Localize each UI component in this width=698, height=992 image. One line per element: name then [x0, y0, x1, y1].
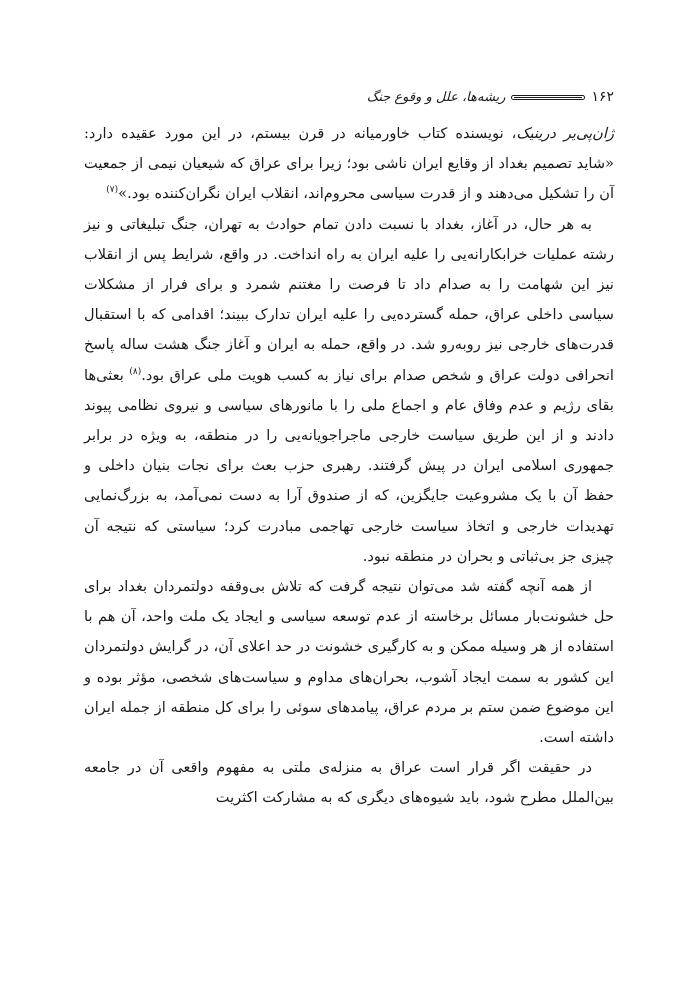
page-number: ۱۶۲: [591, 89, 614, 105]
paragraph-3: [84, 572, 614, 753]
paragraph-4-text: در حقیقت اگر قرار است عراق به منزله‌ی ملتی به مفهوم واقعی آن در جامعه بین‌الملل مطرح شود، باید شیوه‌های دیگری که به مشارکت اکثریت: [84, 759, 614, 807]
paragraph-2: [84, 210, 614, 572]
main-text: [84, 119, 614, 814]
paragraph-3-text: از همه آنچه گفته شد می‌توان نتیجه گرفت که تلاش بی‌وقفه دولتمردان بغداد برای حل خشونت‌بار مسائل برخاسته از عدم توسعه سیاسی و ایجاد یک ملت واحد، آن هم با استفاده از هر وسیله ممکن و به کارگیری خشونت در حد اعلای آن، در گرایش دولتمردان این کشور به سمت ایجاد آشوب، بحران‌های مداوم و سیاست‌های شخصی، مؤثر بوده و این موضوع ضمن ستم بر مردم عراق، پیامدهای سوئی را برای کل منطقه از جمله ایران داشته است.: [84, 578, 614, 747]
paragraph-4: [84, 753, 614, 813]
paragraph-1: [84, 119, 614, 210]
header-ornament-bar: [511, 95, 585, 100]
author-name: ژان‌پی‌یر درینیک: [516, 125, 614, 142]
footnote-ref-8: (۸): [129, 366, 142, 377]
page-header: [84, 82, 614, 112]
running-title: ریشه‌ها، علل و وقوع جنگ: [366, 89, 506, 105]
footnote-ref-7: (۷): [106, 185, 119, 196]
paragraph-2-text-a: به هر حال، در آغاز، بغداد با نسبت دادن تمام حوادث به تهران، جنگ تبلیغاتی و نیز رشته عملیات خرابکارانه‌یی را علیه ایران به راه انداخت. در واقع، شرایط پس از انقلاب نیز این شهامت را به صدام داد تا فرصت را مغتنم شمرد و برای فرار از مشکلات سیاسی داخلی عراق، حمله گسترده‌یی را علیه ایران تدارک ببیند؛ اقدامی که با استقبال قدرت‌های خارجی نیز روبه‌رو شد. در واقع، حمله به ایران و آغاز جنگ هشت ساله پاسخ انحرافی دولت عراق و شخص صدام برای نیاز به کسب هویت ملی عراق بود.: [84, 215, 614, 384]
paragraph-1-text: ، نویسنده کتاب خاورمیانه در قرن بیستم، در این مورد عقیده دارد: «شاید تصمیم بغداد از وقایع ایران ناشی بود؛ زیرا برای عراق که شیعیان نیمی از جمعیت آن را تشکیل می‌دهند و از قدرت سیاسی محروم‌اند، انقلاب ایران نگران‌کننده بود.»: [84, 125, 614, 203]
paragraph-2-text-b: بعثی‌ها بقای رژیم و عدم وفاق عام و اجماع ملی را با مانورهای سیاسی و نیروی نظامی پیوند دادند و از این طریق سیاست خارجی ماجراجویانه‌یی را در منطقه، به ویژه در برابر جمهوری اسلامی ایران در پیش گرفتند. رهبری حزب بعث برای نجات بنیان داخلی و حفظ آن با یک مشروعیت جایگزین، که از صندوق آرا به دست نمی‌آمد، به بزرگ‌نمایی تهدیدات خارجی و اتخاذ سیاست خارجی تهاجمی مبادرت کرد؛ سیاستی که نتیجه آن چیزی جز بی‌ثباتی و بحران در منطقه نبود.: [84, 366, 614, 565]
